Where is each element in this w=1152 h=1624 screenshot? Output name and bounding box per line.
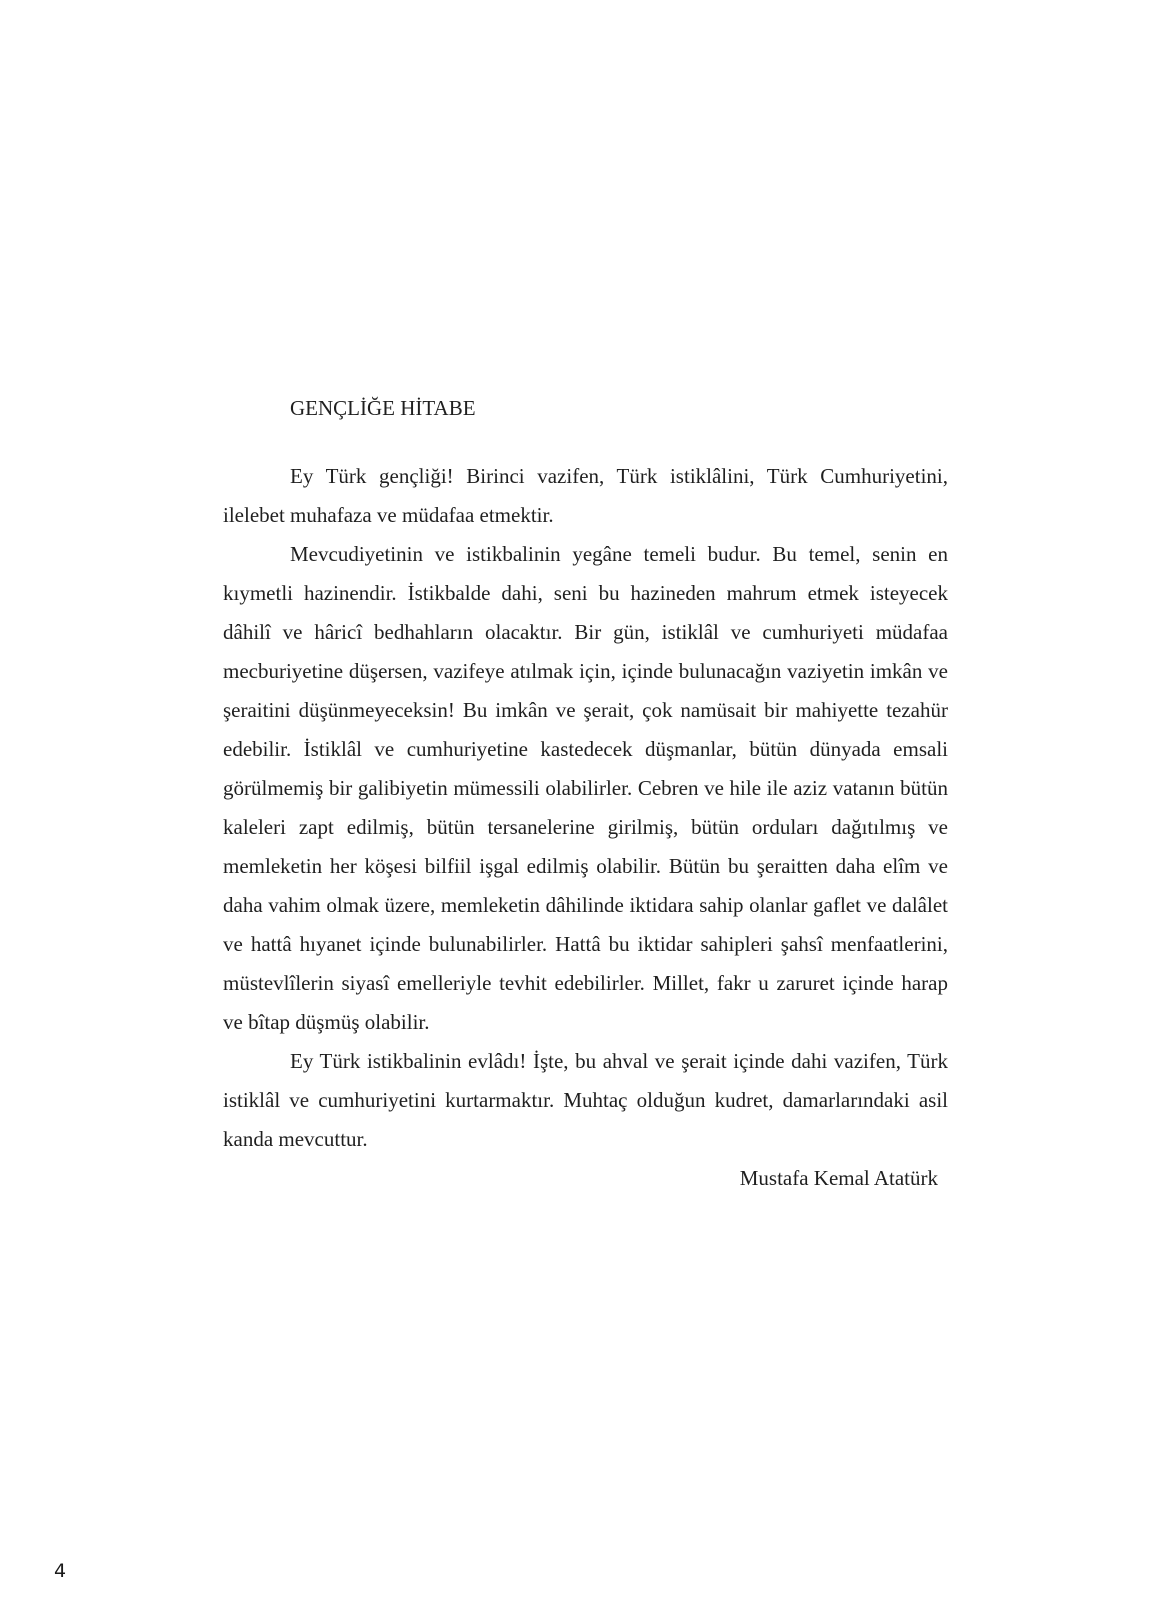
paragraph-2: Mevcudiyetinin ve istikbalinin yegâne temeli budur. Bu temel, senin en kıymetli hazinendir. İstikbalde dahi, seni bu hazineden mahrum etmek isteyecek dâhilî ve hâricî bedhahların olacaktır. Bir gün, istiklâl ve cumhuriyeti müdafaa mecburiyetine düşersen, vazifeye atılmak için, içinde bulunacağın vaziyetin imkân ve şeraitini düşünmeyeceksin! Bu imkân ve şerait, çok namüsait bir mahiyette tezahür edebilir. İstiklâl ve cumhuriyetine kastedecek düşmanlar, bütün dünyada emsali görülmemiş bir galibiyetin mümessili olabilirler. Cebren ve hile ile aziz vatanın bütün kaleleri zapt edilmiş, bütün tersanelerine girilmiş, bütün orduları dağıtılmış ve memleketin her köşesi bilfiil işgal edilmiş olabilir. Bütün bu şeraitten daha elîm ve daha vahim olmak üzere, memleketin dâhilinde iktidara sahip olanlar gaflet ve dalâlet ve hattâ hıyanet içinde bulunabilirler. Hattâ bu iktidar sahipleri şahsî menfaatlerini, müstevlîlerin siyasî emelleriyle tevhit edebilirler. Millet, fakr u zaruret içinde harap ve bîtap düşmüş olabilir. xyxy=(223,542,948,1034)
page-number: 4 xyxy=(54,1560,67,1582)
paragraph-3: Ey Türk istikbalinin evlâdı! İşte, bu ahval ve şerait içinde dahi vazifen, Türk istiklâl ve cumhuriyetini kurtarmaktır. Muhtaç olduğun kudret, damarlarındaki asil kanda mevcuttur. xyxy=(223,1049,948,1151)
paragraph-1: Ey Türk gençliği! Birinci vazifen, Türk istiklâlini, Türk Cumhuriyetini, ilelebet muhafaza ve müdafaa etmektir. xyxy=(223,464,948,527)
speech-text-block xyxy=(223,389,948,1198)
page-title: GENÇLİĞE HİTABE xyxy=(290,396,476,420)
author-signature: Mustafa Kemal Atatürk xyxy=(739,1166,938,1190)
